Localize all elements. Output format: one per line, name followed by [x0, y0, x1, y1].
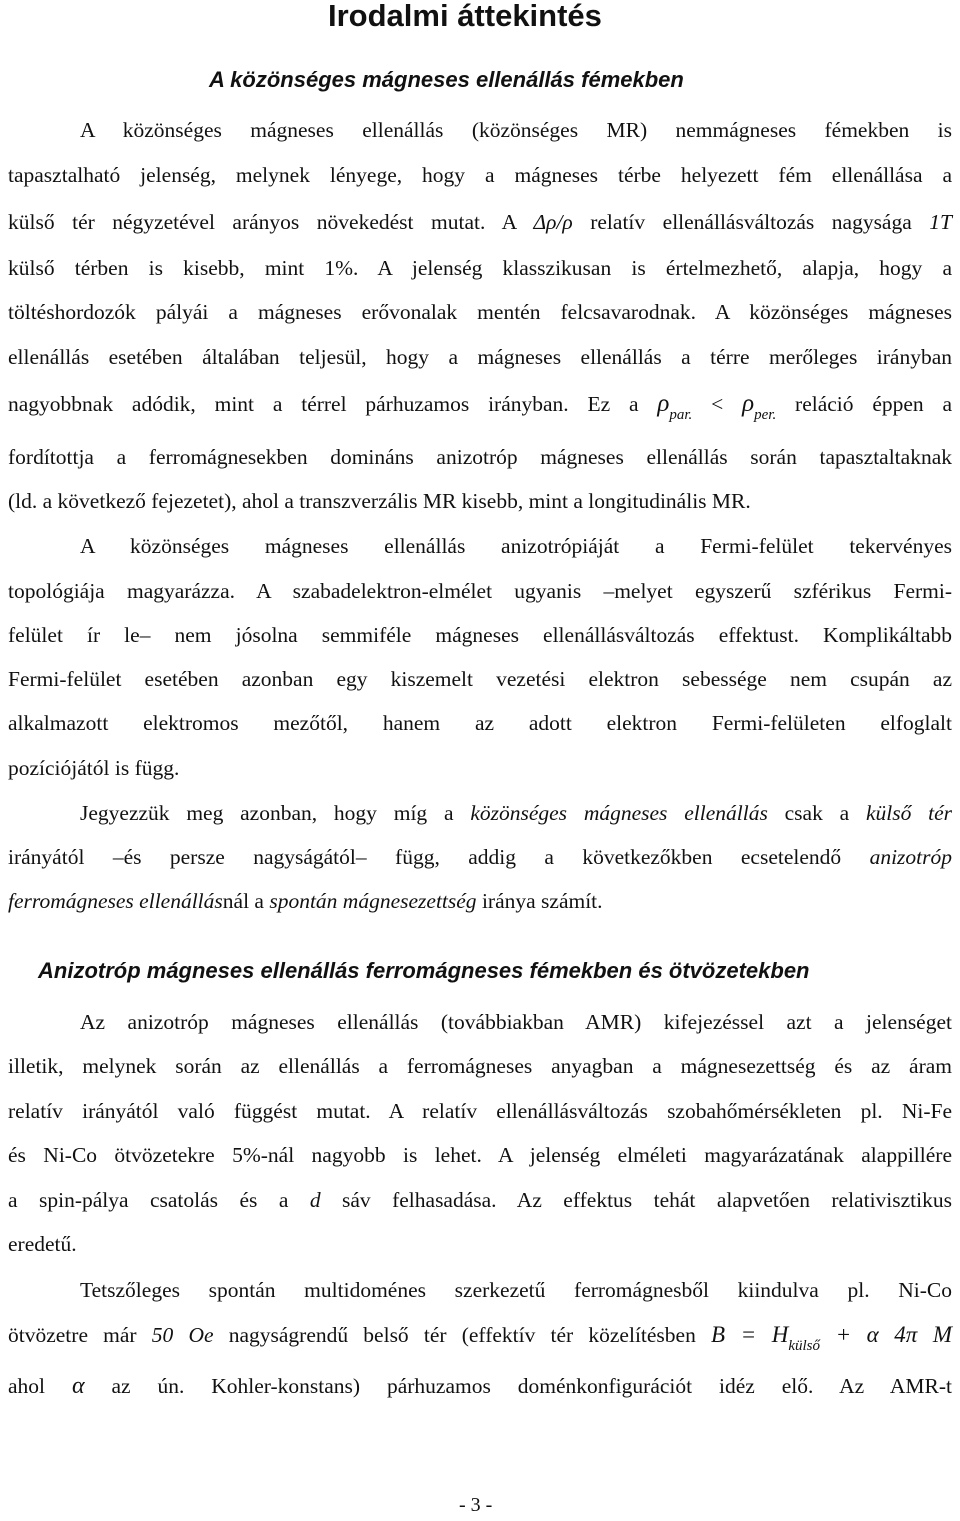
paragraph-line: (ld. a következő fejezetet), ahol a transzverzális MR kisebb, mint a longitudinális MR. [8, 489, 751, 513]
text-run: irányától –és persze nagyságától– függ, addig a következőkben ecsetelendő [8, 845, 842, 869]
paragraph-line: tapasztalható jelenség, melynek lényege, hogy a mágneses térbe helyezett fém ellenállása a [8, 163, 952, 187]
text-run: reláció éppen a [795, 392, 953, 416]
paragraph-line [8, 210, 952, 235]
page-title: Irodalmi áttekintés [328, 0, 602, 33]
formula-rhs: + α 4π M [835, 1322, 953, 1347]
paragraph-line [8, 1188, 952, 1213]
section-heading-2: Anizotróp mágneses ellenállás ferromágneses fémekben és ötvözetekben [38, 958, 810, 983]
rho-per-formula [742, 390, 777, 423]
field-value: 50 Oe [151, 1323, 214, 1347]
rho-symbol: ρ [742, 390, 755, 417]
paragraph-line: alkalmazott elektromos mezőtől, hanem az adott elektron Fermi-felületen elfoglalt [8, 711, 952, 735]
text-run: sáv felhasadása. Az effektus tehát alapvetően relativisztikus [342, 1188, 952, 1212]
rho-par-formula [657, 390, 693, 423]
paragraph-line: relatív irányától való függést mutat. A relatív ellenállásváltozás szobahőmérsékleten pl. Ni-Fe [8, 1099, 952, 1123]
formula-lhs: B = H [711, 1322, 789, 1347]
emphasis-term: spontán mágnesezettség [269, 889, 477, 913]
paragraph-line: fordítottja a ferromágnesekben domináns anizotróp mágneses ellenállás során tapasztaltaknak [8, 445, 952, 469]
text-run: a spin-pálya csatolás és a [8, 1188, 289, 1212]
paragraph-line: külső térben is kisebb, mint 1%. A jelenség klasszikusan is értelmezhető, alapja, hogy a [8, 256, 952, 280]
field-value: 1T [929, 210, 952, 234]
d-band-symbol: d [309, 1188, 321, 1212]
paragraph-line [8, 1373, 952, 1400]
paragraph-line [8, 889, 603, 914]
delta-rho-symbol: Δρ/ρ [533, 210, 573, 234]
text-run: relatív ellenállásváltozás nagysága [590, 210, 912, 234]
section-heading-1: A közönséges mágneses ellenállás fémekben [209, 67, 684, 92]
paragraph-line [80, 801, 952, 826]
paragraph-line [8, 1322, 953, 1354]
text-run: nagyobbnak adódik, mint a térrel párhuzamos irányban. Ez a [8, 392, 639, 416]
paragraph-line: ellenállás esetében általában teljesül, hogy a mágneses ellenállás a térre merőleges irányban [8, 345, 952, 369]
paragraph-line: eredetű. [8, 1232, 77, 1256]
emphasis-term: közönséges mágneses ellenállás [470, 801, 768, 825]
paragraph-line: és Ni-Co ötvözetekre 5%-nál nagyobb is lehet. A jelenség elméleti magyarázatának alappillére [8, 1143, 952, 1167]
text-run: csak a [784, 801, 850, 825]
text-run: Jegyezzük meg azonban, hogy míg a [80, 801, 454, 825]
emphasis-term: anizotróp [869, 845, 953, 869]
paragraph-line: pozíciójától is függ. [8, 756, 180, 780]
field-formula [711, 1322, 953, 1354]
emphasis-term: ferromágneses ellenállás [8, 889, 223, 913]
subscript-per: per. [754, 407, 777, 423]
formula-subscript: külső [788, 1338, 820, 1354]
page-number: - 3 - [459, 1494, 493, 1516]
paragraph-line: Tetszőleges spontán multidoménes szerkezetű ferromágnesből kiindulva pl. Ni-Co [80, 1278, 952, 1302]
emphasis-term: külső tér [865, 801, 953, 825]
paragraph-line [8, 390, 953, 423]
less-than: < [711, 392, 724, 416]
text-run: iránya számít. [481, 889, 603, 913]
paragraph-line: illetik, melynek során az ellenállás a ferromágneses anyagban a mágnesezettség és az áram [8, 1054, 952, 1078]
paragraph-line: Az anizotróp mágneses ellenállás (továbbiakban AMR) kifejezéssel azt a jelenséget [80, 1010, 952, 1034]
paragraph-line: A közönséges mágneses ellenállás anizotrópiáját a Fermi-felület tekervényes [80, 534, 952, 558]
alpha-symbol: α [71, 1373, 85, 1399]
paragraph-line: topológiája magyarázza. A szabadelektron-elmélet ugyanis –melyet egyszerű szférikus Fermi- [8, 579, 952, 603]
text-run: nál a [222, 889, 264, 913]
text-run: külső tér négyzetével arányos növekedést mutat. A [8, 210, 516, 234]
text-run: ahol [8, 1374, 46, 1398]
text-run: az ún. Kohler-konstans) párhuzamos doménkonfigurációt idéz elő. Az AMR-t [111, 1374, 952, 1398]
paragraph-line: felület ír le– nem jósolna semmiféle mágneses ellenállásváltozás effektust. Komplikáltabb [8, 623, 952, 647]
paragraph-line [8, 845, 952, 870]
rho-symbol: ρ [657, 390, 670, 417]
subscript-par: par. [669, 407, 693, 423]
text-run: nagyságrendű belső tér (effektív tér közelítésben [228, 1323, 696, 1347]
paragraph-line: Fermi-felület esetében azonban egy kiszemelt vezetési elektron sebessége nem csupán az [8, 667, 952, 691]
paragraph-line: töltéshordozók pályái a mágneses erővonalak mentén felcsavarodnak. A közönséges mágneses [8, 300, 952, 324]
text-run: ötvözetre már [8, 1323, 137, 1347]
paragraph-line: A közönséges mágneses ellenállás (közönséges MR) nemmágneses fémekben is [80, 118, 952, 142]
